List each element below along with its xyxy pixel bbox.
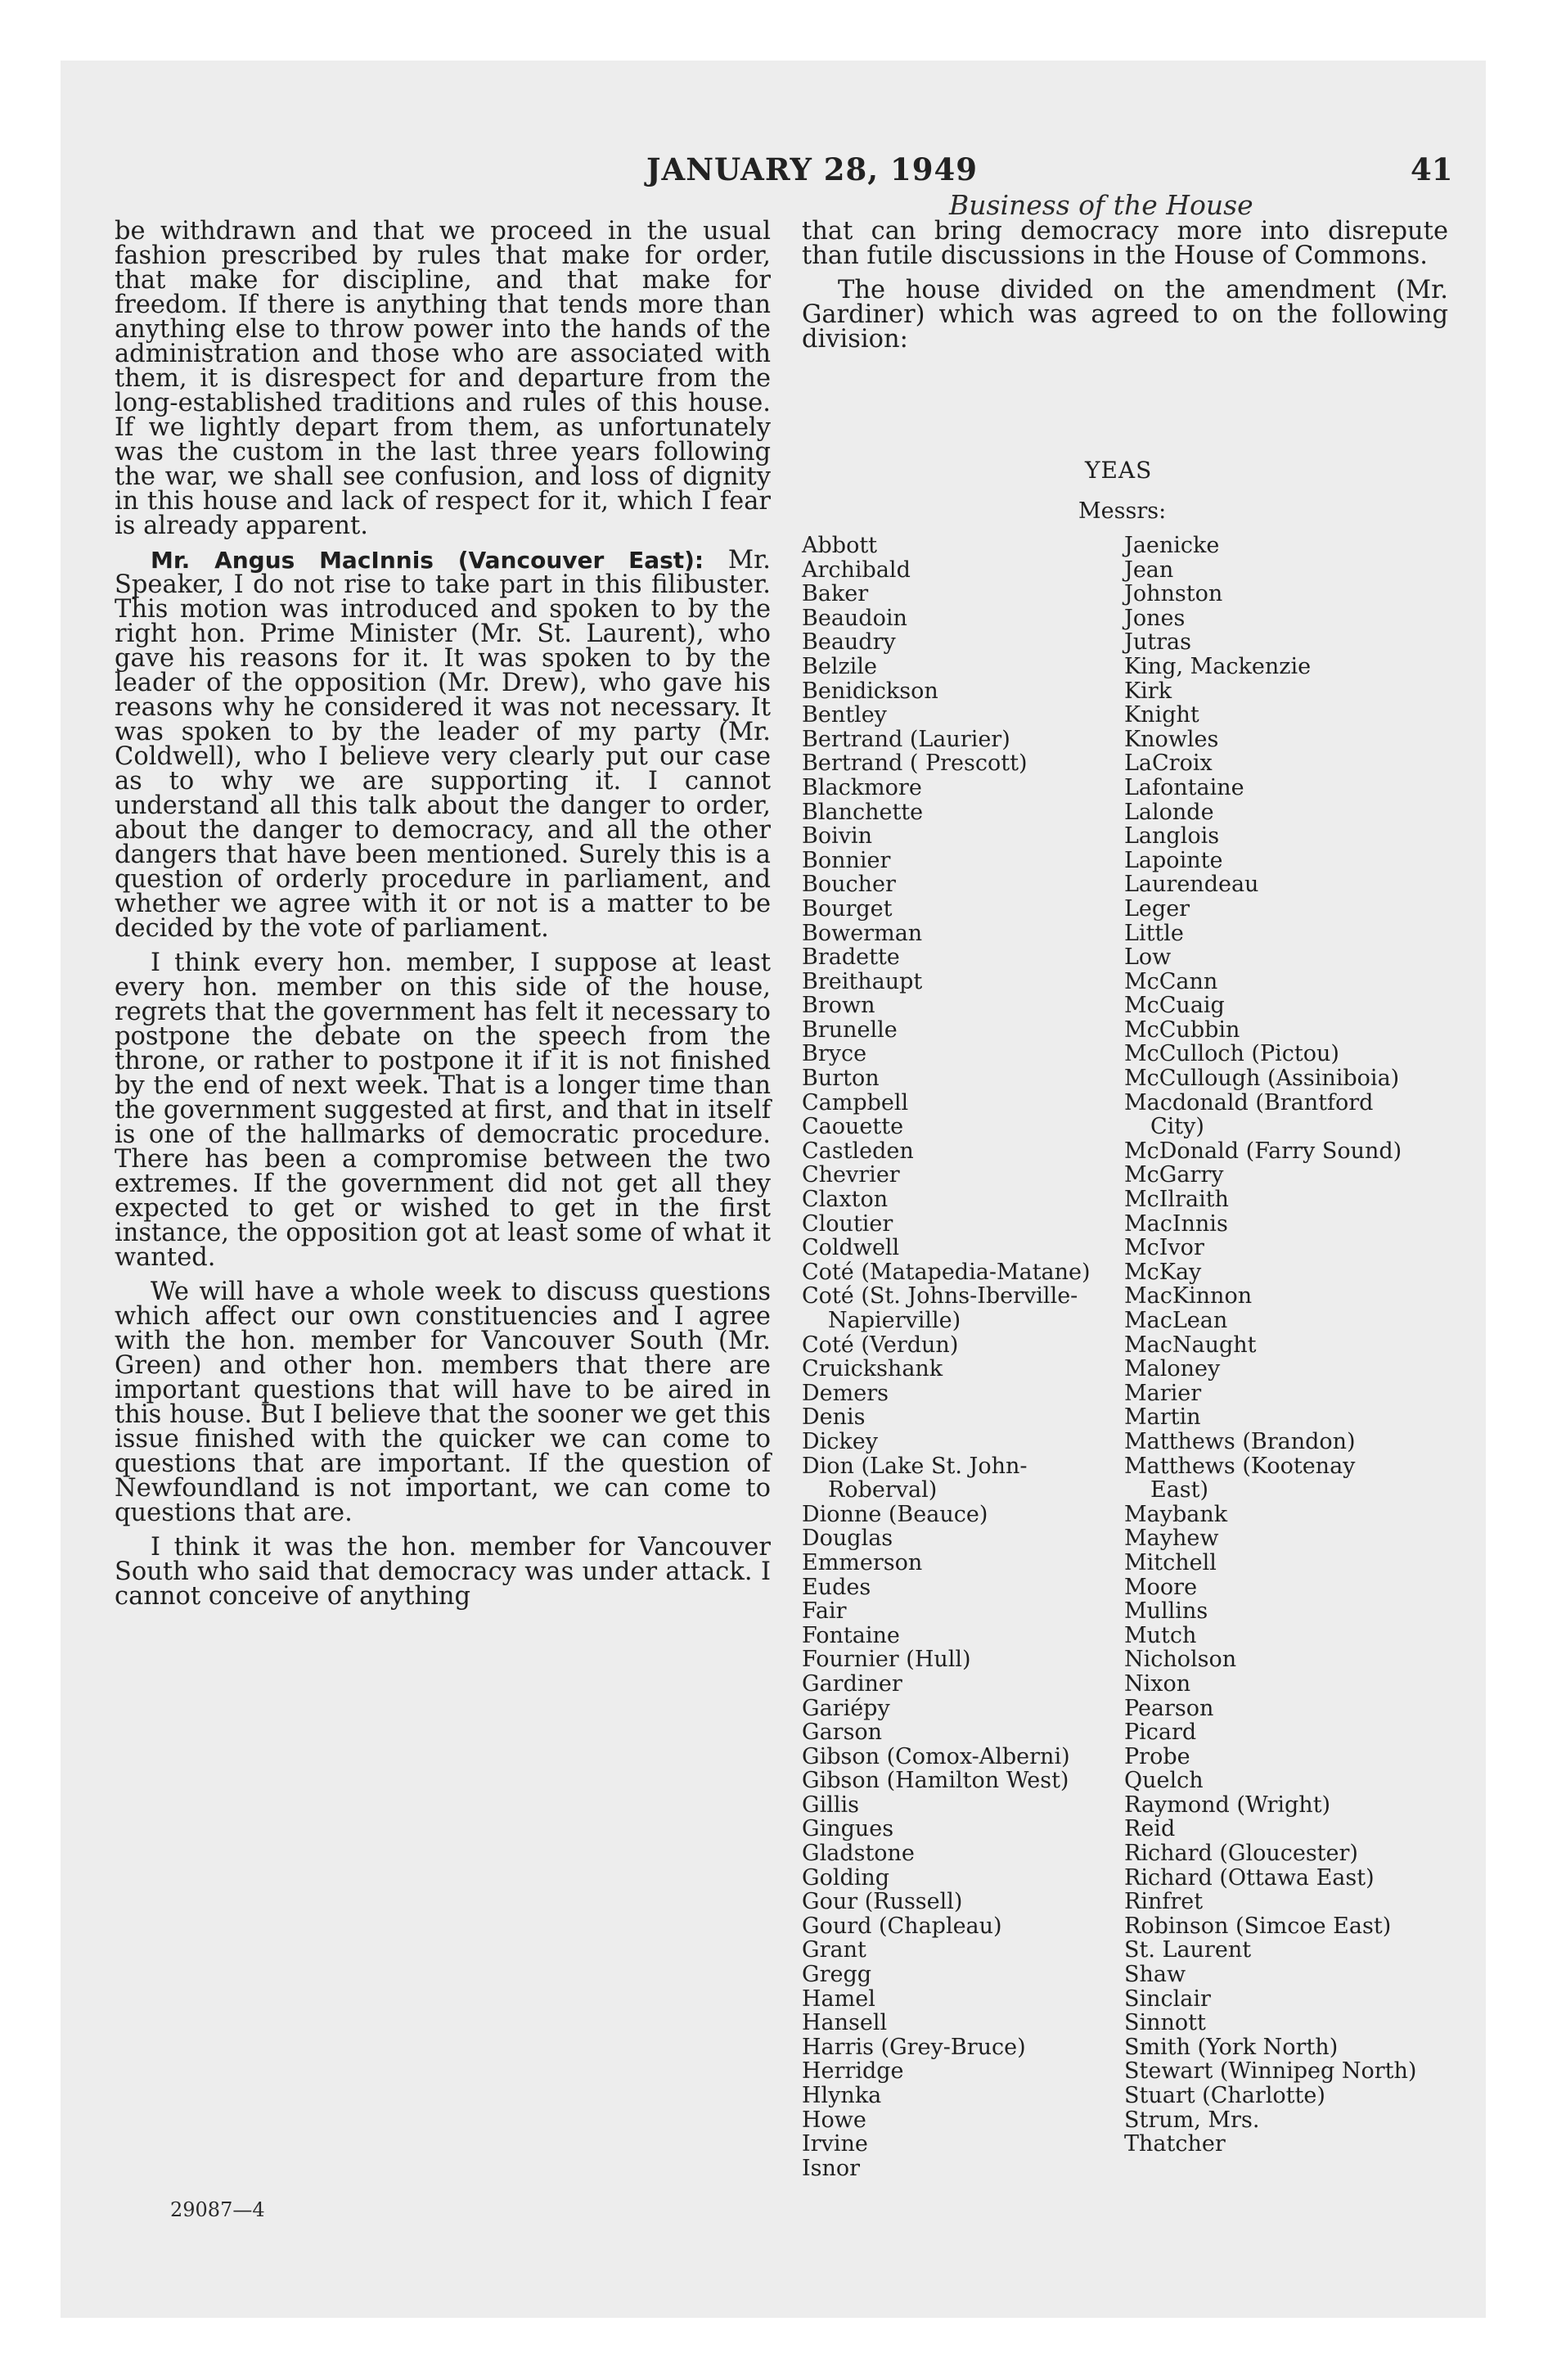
member-name: Lafontaine — [1124, 774, 1244, 800]
paragraph: We will have a whole week to discuss questions which affect our own constituencies and I agree with the hon. member for Vancouver South (Mr. Green) and other hon. members that there are important questions that will have to be aired in this house. But I believe that the sooner we get this issue finished with the quicker we can come to questions that are important. If the question of Newfoundland is not important, we can come to questions that are. — [115, 1278, 771, 1527]
member-name: Laurendeau — [1124, 872, 1259, 898]
member-name: Castleden — [802, 1138, 914, 1164]
member-name: Bentley — [802, 702, 887, 728]
member-name: Rinfret — [1124, 1889, 1204, 1915]
member-name: Boucher — [802, 872, 896, 898]
member-name: Probe — [1124, 1743, 1190, 1769]
member-name: Sinclair — [1124, 1986, 1211, 2012]
member-name: St. Laurent — [1124, 1937, 1252, 1963]
member-name: Mutch — [1124, 1622, 1197, 1648]
member-name: Knight — [1124, 702, 1199, 728]
right-column-text — [802, 219, 1448, 362]
member-name: Dion (Lake St. John- — [802, 1453, 1028, 1479]
member-name: MacKinnon — [1124, 1283, 1253, 1309]
member-name: Breithaupt — [802, 968, 923, 994]
member-name: Campbell — [802, 1089, 909, 1116]
member-name: Emmerson — [802, 1549, 923, 1575]
member-name: McIvor — [1124, 1235, 1204, 1261]
member-name: McIlraith — [1124, 1187, 1229, 1213]
member-name: Blanchette — [802, 799, 924, 825]
member-name: Quelch — [1124, 1768, 1204, 1794]
member-name: Brunelle — [802, 1016, 898, 1043]
member-name: Coldwell — [802, 1235, 900, 1261]
member-name: Gariépy — [802, 1695, 890, 1721]
member-name: Knowles — [1124, 726, 1219, 752]
member-name: MacLean — [1124, 1308, 1228, 1333]
member-name: Beaudry — [802, 629, 896, 656]
member-name: Little — [1124, 920, 1184, 946]
member-name: Gladstone — [802, 1841, 915, 1867]
member-name: Pearson — [1124, 1695, 1214, 1721]
member-name: Coté (Verdun) — [802, 1332, 959, 1358]
member-name: Sinnott — [1124, 2010, 1206, 2036]
signature-mark: 29087—4 — [170, 2198, 265, 2221]
member-name: Leger — [1124, 895, 1190, 922]
member-name: Mitchell — [1124, 1549, 1217, 1575]
paragraph: I think every hon. member, I suppose at least every hon. member on this side of the house, regrets that the government has felt it necessary to postpone the debate on the speech from the throne, or rather to postpone it if it is not finished by the end of next week. That is a longer time than the government suggested at first, and that in itself is one of the hallmarks of democratic procedure. There has been a compromise between the two extremes. If the government did not get all they expected to get or wished to get in the first instance, the opposition got at least some of what it wanted. — [115, 949, 771, 1272]
member-name: Mayhew — [1124, 1526, 1219, 1552]
member-name: Boivin — [802, 823, 873, 850]
member-name: Bertrand (Laurier) — [802, 726, 1010, 752]
member-name: Lalonde — [1124, 799, 1214, 825]
member-name: Brown — [802, 993, 875, 1019]
member-name: LaCroix — [1124, 751, 1213, 777]
member-name: Denis — [802, 1404, 866, 1431]
member-name: City) — [1150, 1114, 1204, 1140]
member-name: Fair — [802, 1598, 847, 1625]
member-name: Bertrand ( Prescott) — [802, 751, 1028, 777]
yeas-heading: YEAS — [1085, 457, 1153, 484]
member-name: Richard (Ottawa East) — [1124, 1864, 1375, 1891]
member-name: Raymond (Wright) — [1124, 1792, 1331, 1818]
member-name: Benidickson — [802, 678, 938, 704]
member-name: Shaw — [1124, 1962, 1186, 1988]
member-name: Gregg — [802, 1962, 872, 1988]
member-name: Jutras — [1124, 629, 1191, 656]
member-name: Eudes — [802, 1574, 871, 1600]
member-name: Bowerman — [802, 920, 923, 946]
member-name: Grant — [802, 1937, 866, 1963]
page-number: 41 — [1411, 151, 1453, 187]
member-name: Bradette — [802, 944, 900, 971]
member-name: Bourget — [802, 895, 893, 922]
member-name: Stewart (Winnipeg North) — [1124, 2058, 1417, 2085]
member-name: MacNaught — [1124, 1332, 1257, 1358]
member-name: Macdonald (Brantford — [1124, 1089, 1374, 1116]
member-name: Gour (Russell) — [802, 1889, 963, 1915]
member-name: Dionne (Beauce) — [802, 1501, 988, 1527]
member-name: Coté (Matapedia-Matane) — [802, 1259, 1091, 1285]
member-name: Low — [1124, 944, 1172, 971]
member-name: East) — [1150, 1477, 1209, 1503]
member-name: Gillis — [802, 1792, 859, 1818]
member-name: Richard (Gloucester) — [1124, 1841, 1358, 1867]
member-name: Jones — [1124, 605, 1186, 631]
member-name: Martin — [1124, 1404, 1201, 1431]
member-name: Abbott — [802, 533, 878, 558]
member-name: Dickey — [802, 1428, 878, 1454]
member-name: Harris (Grey-Bruce) — [802, 2034, 1026, 2060]
member-name: Maybank — [1124, 1501, 1228, 1527]
member-name: Gibson (Hamilton West) — [802, 1768, 1069, 1794]
member-name: Golding — [802, 1864, 890, 1891]
member-name: Maloney — [1124, 1356, 1221, 1382]
member-name: Burton — [802, 1066, 880, 1092]
member-name: King, Mackenzie — [1124, 653, 1312, 679]
member-name: Marier — [1124, 1380, 1202, 1406]
member-name: Claxton — [802, 1187, 889, 1213]
member-name: Hamel — [802, 1986, 875, 2012]
member-name: Matthews (Kootenay — [1124, 1453, 1356, 1479]
member-name: Baker — [802, 581, 869, 607]
member-name: Isnor — [802, 2155, 861, 2181]
speaker-name: Mr. Angus MacInnis (Vancouver East): — [151, 547, 704, 574]
member-name: Belzile — [802, 653, 877, 679]
yeas-names-left — [802, 534, 1113, 2180]
paragraph-division: The house divided on the amendment (Mr. Gardiner) which was agreed to on the following division: — [802, 276, 1448, 354]
member-name: Beaudoin — [802, 605, 907, 631]
member-name: Fontaine — [802, 1622, 900, 1648]
member-name: MacInnis — [1124, 1210, 1228, 1237]
member-name: McCann — [1124, 968, 1218, 994]
member-name: Mullins — [1124, 1598, 1208, 1625]
member-name: Fournier (Hull) — [802, 1647, 971, 1673]
member-name: Cloutier — [802, 1210, 893, 1237]
yeas-names-right — [1124, 534, 1435, 2157]
member-name: McCulloch (Pictou) — [1124, 1041, 1339, 1067]
member-name: Johnston — [1124, 581, 1223, 607]
member-name: McCullough (Assiniboia) — [1124, 1066, 1400, 1092]
member-name: Kirk — [1124, 678, 1172, 704]
member-name: Bonnier — [802, 847, 891, 873]
member-name: Garson — [802, 1720, 883, 1746]
member-name: Douglas — [802, 1526, 893, 1552]
member-name: Thatcher — [1124, 2131, 1226, 2157]
member-name: Jaenicke — [1124, 533, 1220, 558]
member-name: Blackmore — [802, 774, 922, 800]
member-name: Hlynka — [802, 2083, 882, 2108]
paragraph: that can bring democracy more into disrepute than futile discussions in the House of Commons. — [802, 217, 1448, 270]
member-name: Jean — [1124, 557, 1174, 583]
member-name: McDonald (Farry Sound) — [1124, 1138, 1402, 1164]
member-name: Howe — [802, 2107, 866, 2133]
member-name: Napierville) — [828, 1308, 961, 1333]
member-name: Coté (St. Johns-Iberville- — [802, 1283, 1078, 1309]
member-name: Strum, Mrs. — [1124, 2107, 1260, 2133]
member-name: Langlois — [1124, 823, 1220, 850]
member-name: McCubbin — [1124, 1016, 1240, 1043]
member-name: Bryce — [802, 1041, 867, 1067]
member-name: Nicholson — [1124, 1647, 1237, 1673]
member-name: Gourd (Chapleau) — [802, 1913, 1002, 1939]
messrs-heading: Messrs: — [1078, 498, 1167, 524]
member-name: Reid — [1124, 1816, 1176, 1842]
left-column — [115, 219, 771, 1619]
member-name: McCuaig — [1124, 993, 1225, 1019]
member-name: McGarry — [1124, 1162, 1224, 1188]
page-date: JANUARY 28, 1949 — [646, 151, 979, 187]
member-name: Cruickshank — [802, 1356, 943, 1382]
running-head: Business of the House — [949, 189, 1253, 221]
member-name: Irvine — [802, 2131, 868, 2157]
paragraph: be withdrawn and that we proceed in the usual fashion prescribed by rules that make for order, that make for discipline, and that make for freedom. If there is anything that tends more than anything else to throw power into the hands of the administration and those who are associated with them, it is disrespect for and departure from the long-established traditions and rules of this house. If we lightly depart from them, as unfortunately was the custom in the last three years following the war, we shall see confusion, and loss of dignity in this house and lack of respect for it, which I fear is already apparent. — [115, 217, 771, 540]
speech-text: Mr. Speaker, I do not rise to take part in this filibuster. This motion was introduced and spoken to by the right hon. Prime Minister (Mr. St. Laurent), who gave his reasons for it. It was spoken to by the leader of the opposition (Mr. Drew), who gave his reasons why he considered it was not necessary. It was spoken to by the leader of my party (Mr. Coldwell), who I believe very clearly put our case as to why we are supporting it. I cannot understand all this talk about the danger to order, about the danger to democracy, and all the other dangers that have been mentioned. Surely this is a question of orderly procedure in parliament, and whether we agree with it or not is a matter to be decided by the vote of parliament. — [115, 546, 771, 943]
member-name: Nixon — [1124, 1670, 1191, 1697]
member-name: Roberval) — [828, 1477, 938, 1503]
member-name: Matthews (Brandon) — [1124, 1428, 1356, 1454]
member-name: Picard — [1124, 1720, 1197, 1746]
member-name: Robinson (Simcoe East) — [1124, 1913, 1392, 1939]
member-name: McKay — [1124, 1259, 1202, 1285]
member-name: Caouette — [802, 1114, 904, 1140]
member-name: Gibson (Comox-Alberni) — [802, 1743, 1070, 1769]
member-name: Herridge — [802, 2058, 904, 2085]
member-name: Moore — [1124, 1574, 1198, 1600]
member-name: Archibald — [802, 557, 911, 583]
member-name: Demers — [802, 1380, 889, 1406]
member-name: Gardiner — [802, 1670, 902, 1697]
member-name: Gingues — [802, 1816, 894, 1842]
member-name: Stuart (Charlotte) — [1124, 2083, 1325, 2108]
member-name: Chevrier — [802, 1162, 900, 1188]
member-name: Hansell — [802, 2010, 888, 2036]
paragraph-macinnis — [115, 548, 771, 941]
paragraph: I think it was the hon. member for Vancouver South who said that democracy was under attack. I cannot conceive of anything — [115, 1533, 771, 1611]
member-name: Lapointe — [1124, 847, 1223, 873]
member-name: Smith (York North) — [1124, 2034, 1339, 2060]
